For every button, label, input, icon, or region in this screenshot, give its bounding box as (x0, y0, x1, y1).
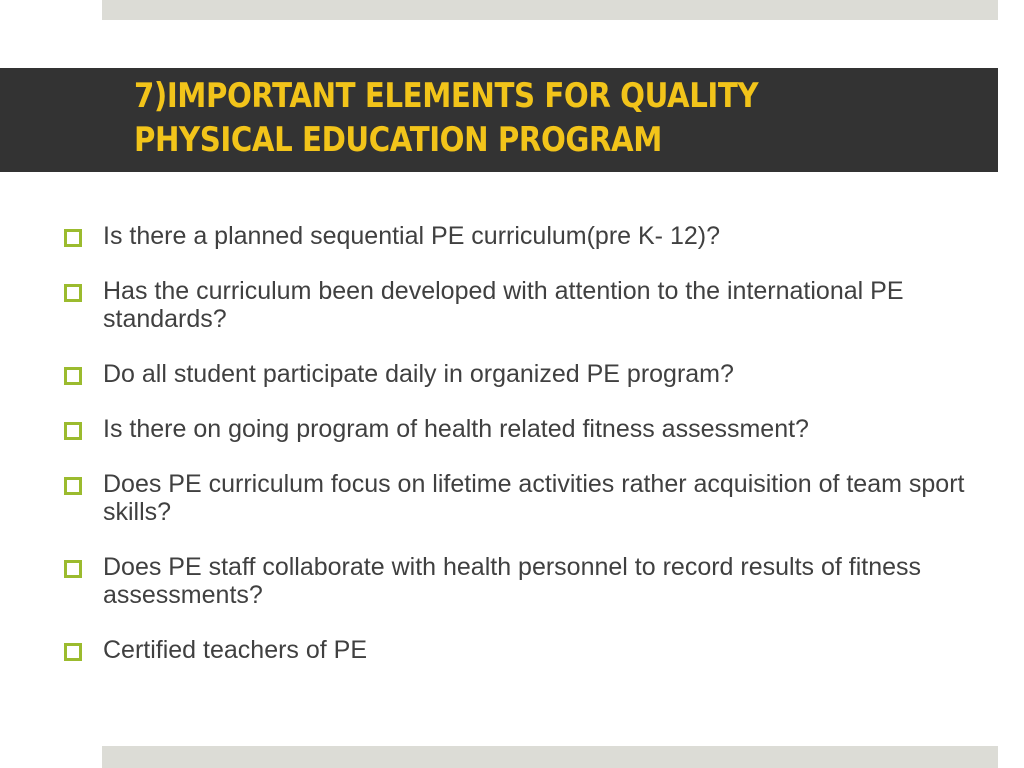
bullet-item (64, 553, 994, 609)
bullet-text: Certified teachers of PE (103, 636, 368, 664)
bottom-decor-bar (102, 746, 998, 768)
bullet-text: Do all student participate daily in organized PE program? (103, 360, 734, 388)
bullet-text: Is there a planned sequential PE curriculum(pre K- 12)? (103, 222, 720, 250)
square-bullet-icon (64, 422, 82, 440)
square-bullet-icon (64, 560, 82, 578)
bullet-item (64, 470, 994, 526)
bullet-item (64, 415, 994, 443)
square-bullet-icon (64, 284, 82, 302)
bullet-text: Is there on going program of health related fitness assessment? (103, 415, 809, 443)
bullet-item (64, 277, 994, 333)
square-bullet-icon (64, 477, 82, 495)
bullet-item (64, 222, 994, 250)
bullet-text: Does PE curriculum focus on lifetime activities rather acquisition of team sport skills? (103, 470, 965, 526)
square-bullet-icon (64, 367, 82, 385)
bullet-item (64, 360, 994, 388)
bullet-text: Has the curriculum been developed with attention to the international PE standards? (103, 277, 904, 333)
square-bullet-icon (64, 229, 82, 247)
slide-title (134, 74, 865, 162)
title-band (0, 68, 998, 172)
slide-title-line-1: 7)IMPORTANT ELEMENTS FOR QUALITY (134, 76, 759, 116)
bullet-text: Does PE staff collaborate with health personnel to record results of fitness assessments? (103, 553, 922, 609)
bullet-item (64, 636, 994, 664)
square-bullet-icon (64, 643, 82, 661)
slide-title-line-2: PHYSICAL EDUCATION PROGRAM (134, 120, 662, 160)
bullet-list (64, 222, 994, 691)
top-decor-bar (102, 0, 998, 20)
